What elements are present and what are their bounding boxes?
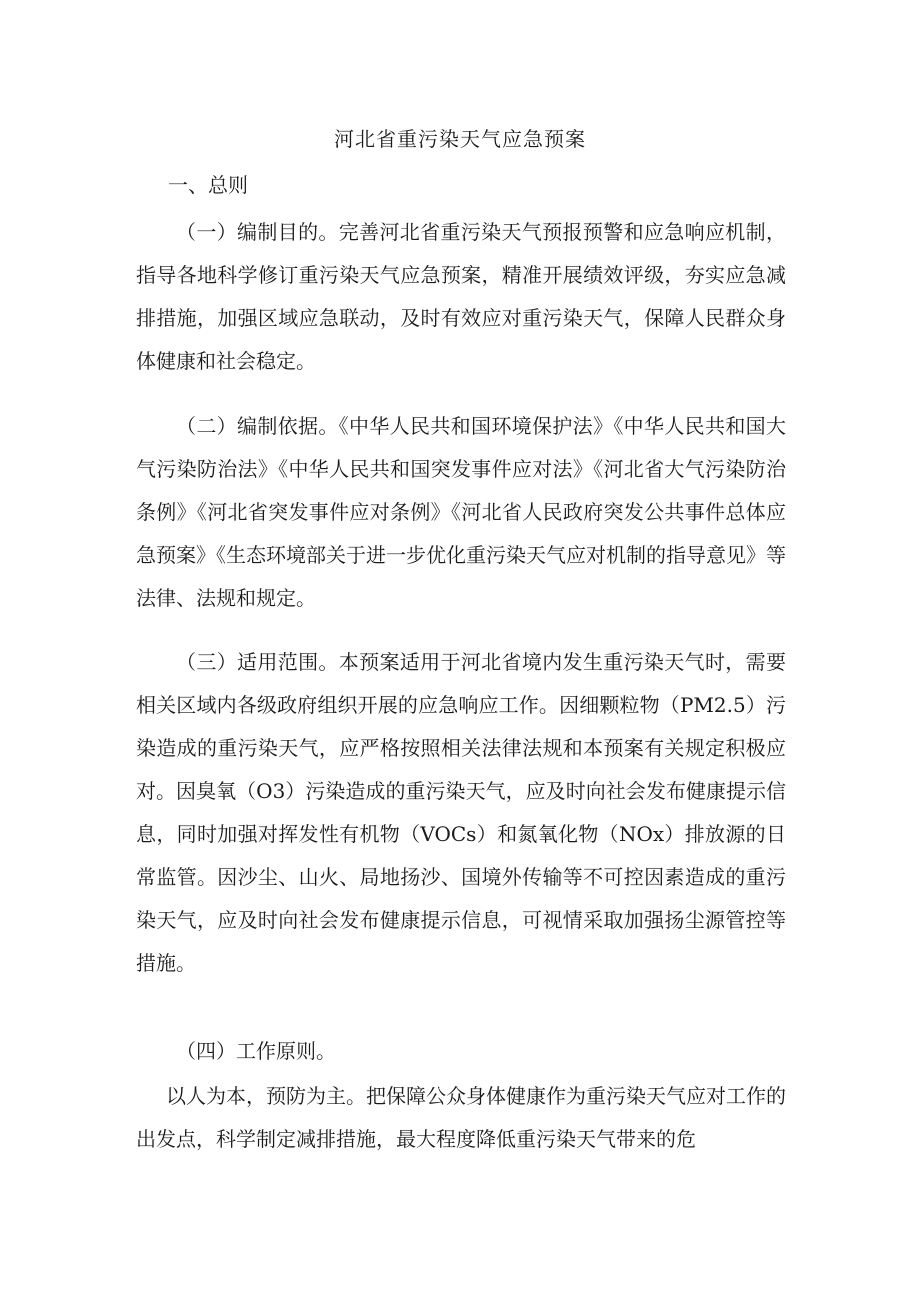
section-heading: 一、总则 — [168, 173, 248, 197]
paragraph-scope: （三）适用范围。本预案适用于河北省境内发生重污染天气时，需要相关区域内各级政府组织开展的应急响应工作。因细颗粒物（PM2.5）污染造成的重污染天气，应严格按照相关法律法规和本预案有关规定积极应对。因臭氧（O3）污染造成的重污染天气，应及时向社会发布健康提示信息，同时加强对挥发性有机物（VOCs）和氮氧化物（NOx）排放源的日常监管。因沙尘、山火、局地扬沙、国境外传输等不可控因素造成的重污染天气，应及时向社会发布健康提示信息，可视情采取加强扬尘源管控等措施。 — [136, 650, 786, 975]
document-title: 河北省重污染天气应急预案 — [334, 127, 586, 151]
paragraph-principle-people: 以人为本，预防为主。把保障公众身体健康作为重污染天气应对工作的出发点，科学制定减排措施，最大程度降低重污染天气带来的危 — [136, 1084, 786, 1151]
paragraph-basis: （二）编制依据。《中华人民共和国环境保护法》《中华人民共和国大气污染防治法》《中华人民共和国突发事件应对法》《河北省大气污染防治条例》《河北省突发事件应对条例》《河北省人民政府突发公共事件总体应急预案》《生态环境部关于进一步优化重污染天气应对机制的指导意见》等法律、法规和规定。 — [136, 414, 786, 610]
paragraph-purpose: （一）编制目的。完善河北省重污染天气预报预警和应急响应机制，指导各地科学修订重污染天气应急预案，精准开展绩效评级，夯实应急减排措施，加强区域应急联动，及时有效应对重污染天气，保障人民群众身体健康和社会稳定。 — [136, 220, 786, 373]
paragraph-principles-heading: （四）工作原则。 — [176, 1039, 336, 1063]
